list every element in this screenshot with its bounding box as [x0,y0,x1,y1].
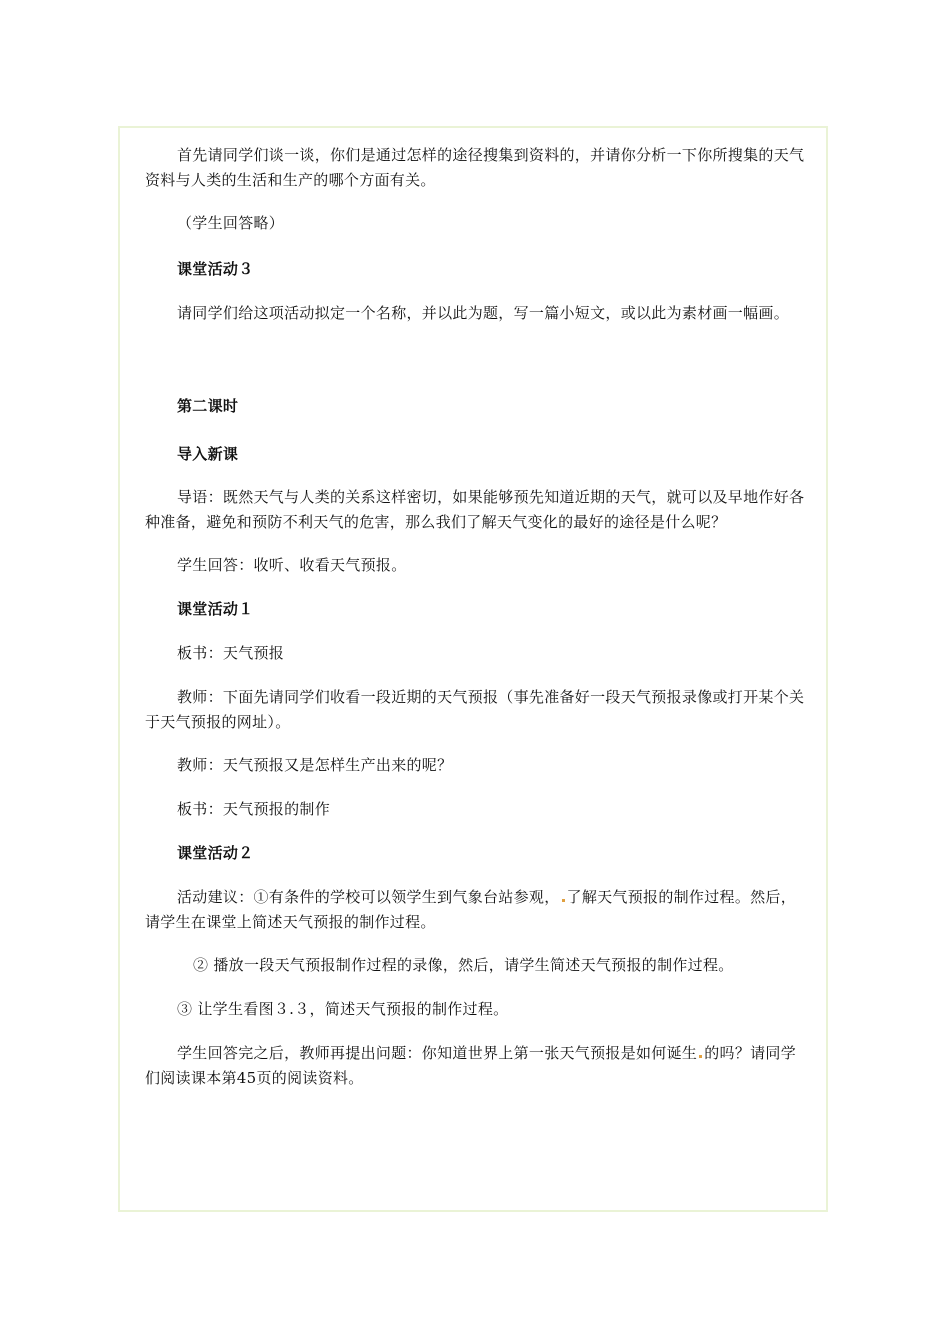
paragraph-teacher-2: 教师：天气预报又是怎样生产出来的呢？ [177,756,453,774]
paragraph-activity-suggestion [145,885,810,935]
paragraph-activity-3: 请同学们给这项活动拟定一个名称，并以此为题，写一篇小短文，或以此为素材画一幅画。 [177,304,790,322]
heading-new-lesson: 导入新课 [177,445,239,463]
paragraph-option-3: ③ 让学生看图３.３，简述天气预报的制作过程。 [177,1000,509,1018]
document-body [145,143,810,1091]
paragraph-intro: 首先请同学们谈一谈，你们是通过怎样的途径搜集到资料的，并请你分析一下你所搜集的天气资料与人类的生活和生产的哪个方面有关。 [145,146,805,189]
paragraph-student-reply: 学生回答：收听、收看天气预报。 [177,556,407,574]
paragraph-teacher-1: 教师：下面先请同学们收看一段近期的天气预报（事先准备好一段天气预报录像或打开某个关于天气预报的网址）。 [145,688,805,731]
heading-activity-3: 课堂活动３ [177,260,254,278]
mark-dot [699,1055,702,1058]
heading-activity-2: 课堂活动２ [177,844,254,862]
paragraph-introduction: 导语：既然天气与人类的关系这样密切，如果能够预先知道近期的天气，就可以及早地作好各种准备，避免和预防不利天气的危害，那么我们了解天气变化的最好的途径是什么呢？ [145,488,805,531]
heading-second-lesson: 第二课时 [177,397,239,415]
mark-dot [562,899,565,902]
paragraph-student-answer: （学生回答略） [177,214,285,232]
paragraph-blackboard-2: 板书：天气预报的制作 [177,800,331,818]
closing-part-1: 学生回答完之后，教师再提出问题：你知道世界上第一张天气预报是如何诞生 [177,1044,698,1062]
paragraph-closing [145,1041,810,1091]
closing-part-2: 的吗？请同学们阅读课本第45页的阅读资料。 [145,1044,797,1087]
paragraph-blackboard-1: 板书：天气预报 [177,644,285,662]
suggestion-part-2: 了解天气预报的制作过程。然后，请学生在课堂上简述天气预报的制作过程。 [145,888,797,931]
heading-activity-1: 课堂活动１ [177,600,254,618]
suggestion-part-1: 活动建议：①有条件的学校可以领学生到气象台站参观， [177,888,560,906]
paragraph-option-2: ② 播放一段天气预报制作过程的录像，然后，请学生简述天气预报的制作过程。 [193,956,734,974]
